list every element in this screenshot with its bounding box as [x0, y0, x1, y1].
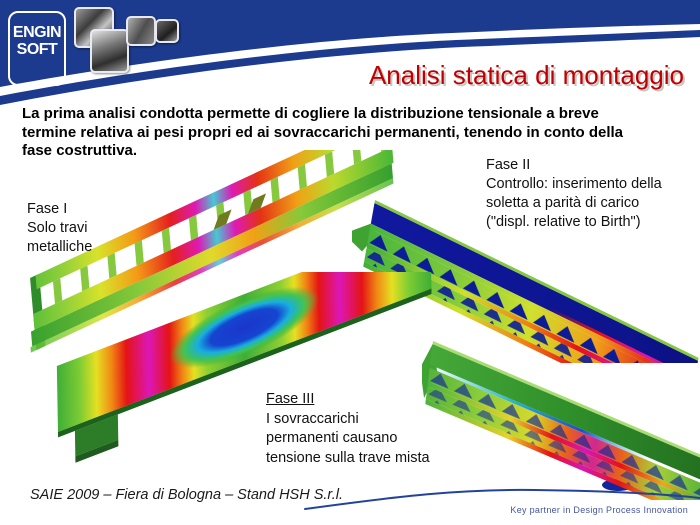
enginsoft-logo: [8, 11, 66, 86]
thumbnail-photo-3: [126, 16, 156, 46]
fase1-line: Fase I: [27, 201, 68, 217]
footer-swoosh: [0, 480, 700, 525]
thumbnail-photo-2: [90, 29, 129, 73]
fase2-line: ("displ. relative to Birth"): [486, 214, 641, 230]
fase3-title: Fase III: [266, 391, 315, 407]
fase3-beam-figure: [422, 330, 700, 500]
intro-line: termine relativa ai pesi propri ed ai sovraccarichi permanenti, tenendo in conto della: [22, 123, 624, 141]
fase3-line: permanenti causano: [266, 430, 398, 446]
fase2-line: soletta a parità di carico: [486, 195, 640, 211]
footer-tagline: Key partner in Design Process Innovation: [510, 505, 688, 515]
intro-line: fase costruttiva.: [22, 142, 138, 159]
fase1-label: [27, 200, 92, 257]
fase3-line: I sovraccarichi: [266, 410, 359, 427]
footer-caption: SAIE 2009 – Fiera di Bologna – Stand HSH S.r.l.: [30, 487, 343, 503]
fase1-line: Solo travi: [27, 220, 88, 236]
intro-line: La prima analisi condotta permette di cogliere la distribuzione tensionale a breve: [22, 105, 599, 122]
fase1-line: metalliche: [27, 239, 93, 255]
logo-line1: ENGIN: [12, 24, 62, 41]
fase2-line: Controllo: inserimento della: [486, 176, 662, 192]
fase3-label: [266, 390, 430, 468]
page-title: Analisi statica di montaggio: [368, 60, 684, 90]
logo-line2: SOFT: [16, 41, 58, 58]
fase2-label: [486, 156, 662, 232]
thumbnail-photo-4: [155, 19, 179, 43]
fase2-line: Fase II: [486, 157, 531, 173]
fase3-line: tensione sulla trave mista: [266, 449, 430, 466]
